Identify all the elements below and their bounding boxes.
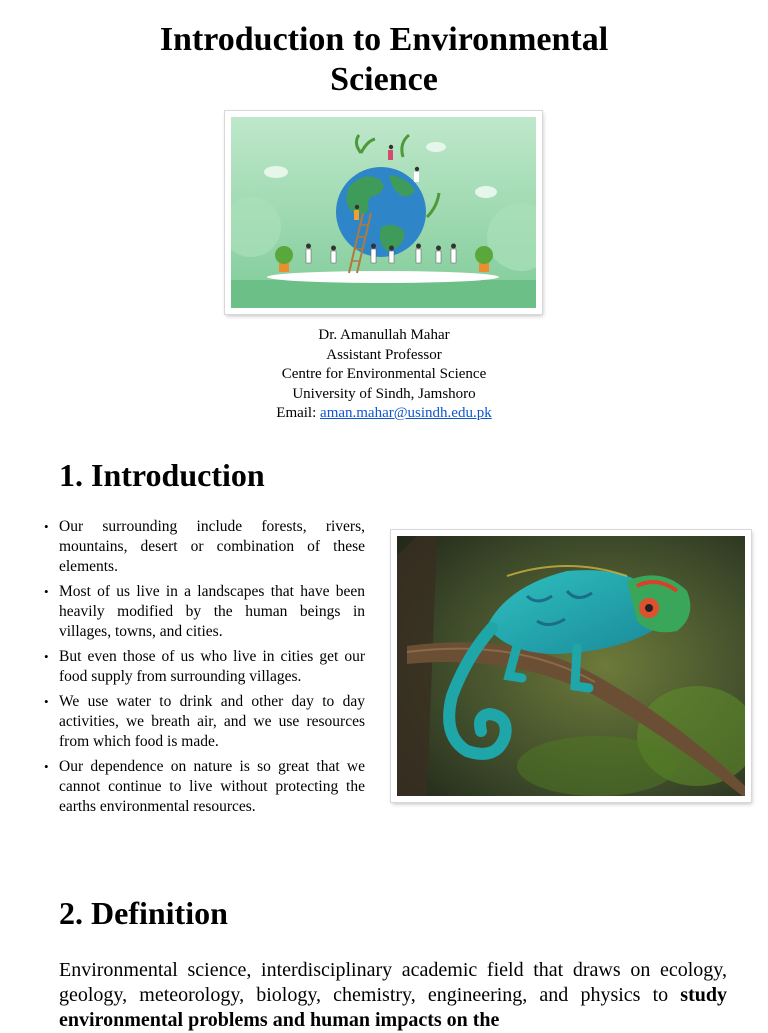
- title-line-2: Science: [330, 61, 438, 98]
- introduction-bullet-list: [43, 517, 365, 822]
- bullet-text: But even those of us who live in cities get our food supply from surrounding villages.: [59, 648, 365, 685]
- email-link[interactable]: aman.mahar@usindh.edu.pk: [320, 405, 492, 421]
- introduction-heading: 1. Introduction: [59, 457, 265, 493]
- author-university: University of Sindh, Jamshoro: [292, 385, 476, 402]
- definition-bold-text: study environmental problems and human impacts on the: [59, 984, 727, 1031]
- author-email-line: [0, 404, 768, 424]
- chameleon-photo-graphic: [397, 536, 745, 796]
- bullet-icon: •: [44, 584, 49, 599]
- author-block: [0, 326, 768, 424]
- title-line-1: Introduction to Environmental: [159, 21, 609, 58]
- bullet-text: Our dependence on nature is so great that we cannot continue to live without protecting the earths environmental resources.: [59, 758, 365, 815]
- chameleon-photo: [391, 530, 751, 802]
- bullet-icon: •: [44, 759, 49, 774]
- bullet-text: Most of us live in a landscapes that have been heavily modified by the human beings in villages, towns, and cities.: [59, 583, 365, 640]
- author-position: Assistant Professor: [326, 346, 442, 363]
- list-item: [43, 757, 365, 817]
- bullet-text: We use water to drink and other day to day activities, we breath air, and we use resources from which food is made.: [59, 693, 365, 750]
- definition-heading: 2. Definition: [59, 895, 228, 931]
- list-item: [43, 582, 365, 642]
- earth-illustration: [225, 111, 542, 314]
- list-item: [43, 647, 365, 687]
- bullet-icon: •: [44, 649, 49, 664]
- list-item: [43, 517, 365, 577]
- definition-text: Environmental science, interdisciplinary academic field that draws on ecology, geology, meteorology, biology, chemistry, engineering, and physics to: [59, 959, 727, 1006]
- email-label: Email:: [276, 405, 321, 421]
- list-item: [43, 692, 365, 752]
- definition-paragraph: [59, 958, 727, 1033]
- document-title: [0, 20, 768, 100]
- bullet-text: Our surrounding include forests, rivers, mountains, desert or combination of these elements.: [59, 518, 365, 575]
- author-centre: Centre for Environmental Science: [281, 366, 487, 382]
- bullet-icon: •: [44, 519, 49, 534]
- earth-illustration-graphic: [231, 117, 536, 308]
- bullet-icon: •: [44, 694, 49, 709]
- author-name: Dr. Amanullah Mahar: [318, 327, 450, 343]
